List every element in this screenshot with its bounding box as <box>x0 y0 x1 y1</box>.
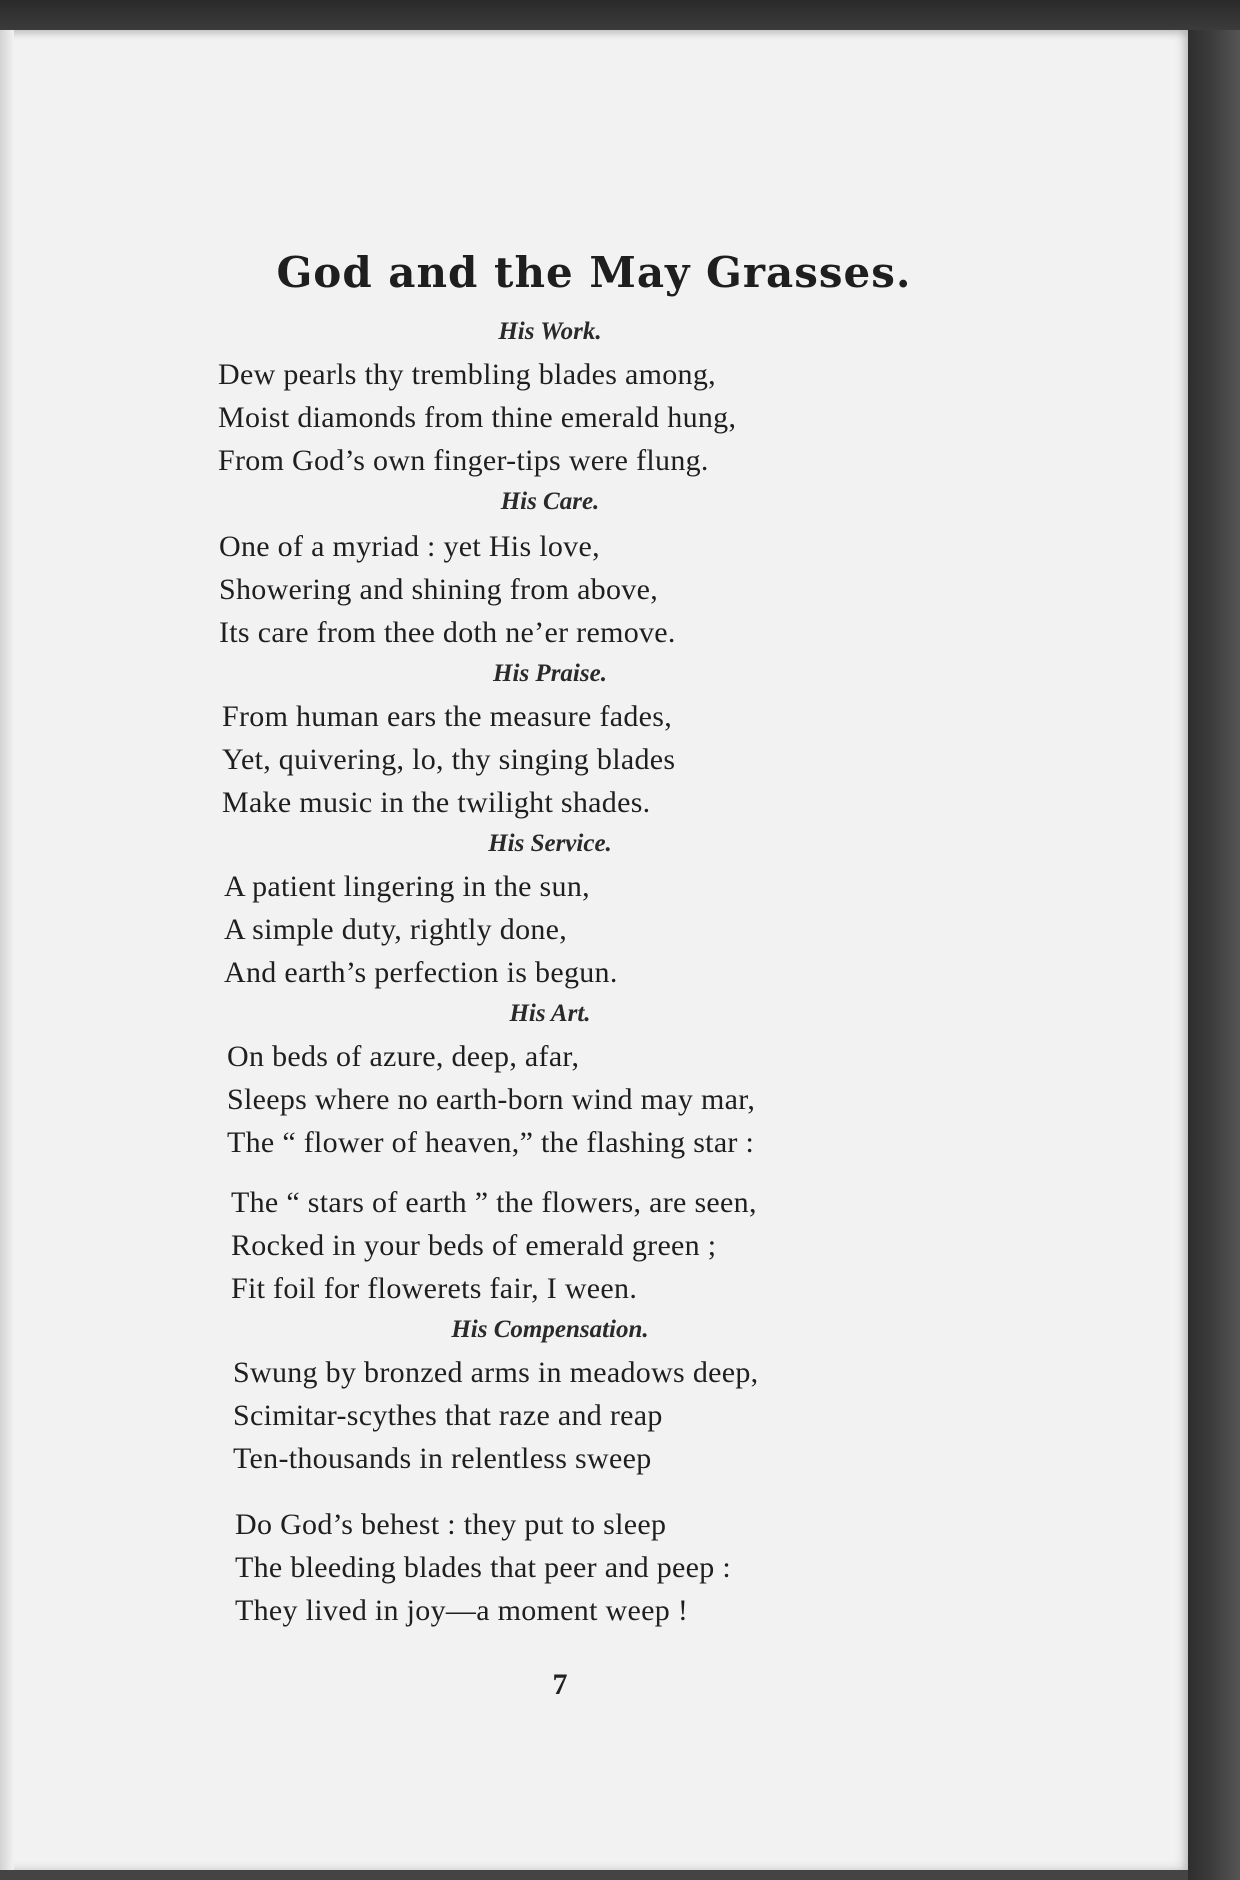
poem-line: Dew pearls thy trembling blades among, <box>218 358 716 391</box>
poem-line: Scimitar-scythes that raze and reap <box>233 1399 663 1432</box>
poem-line: Swung by bronzed arms in meadows deep, <box>233 1356 759 1389</box>
poem-line: Yet, quivering, lo, thy singing blades <box>222 743 676 776</box>
poem-line: Do God’s behest : they put to sleep <box>235 1508 667 1541</box>
poem-line: Moist diamonds from thine emerald hung, <box>218 401 737 434</box>
poem-title: God and the May Grasses. <box>276 248 912 297</box>
poem-line: And earth’s perfection is begun. <box>224 956 618 989</box>
poem-line: From God’s own finger-tips were flung. <box>218 444 709 477</box>
section-heading: His Art. <box>509 1000 591 1027</box>
page-number: 7 <box>552 1668 568 1701</box>
poem-line: On beds of azure, deep, afar, <box>227 1040 580 1073</box>
section-heading: His Compensation. <box>451 1316 649 1343</box>
section-heading: His Praise. <box>493 660 607 687</box>
poem-line: From human ears the measure fades, <box>222 700 673 733</box>
poem-line: The bleeding blades that peer and peep : <box>235 1551 731 1584</box>
poem-line: Sleeps where no earth-born wind may mar, <box>227 1083 756 1116</box>
poem-line: Its care from thee doth ne’er remove. <box>219 616 676 649</box>
poem-line: One of a myriad : yet His love, <box>219 530 600 563</box>
section-heading: His Care. <box>500 488 600 515</box>
poem-line: The “ flower of heaven,” the flashing star : <box>227 1126 755 1159</box>
poem-line: The “ stars of earth ” the flowers, are seen, <box>231 1186 757 1219</box>
poem-line: They lived in joy—a moment weep ! <box>235 1594 689 1627</box>
poem-line: Showering and shining from above, <box>219 573 658 606</box>
poem-line: A patient lingering in the sun, <box>224 870 590 903</box>
poem-line: Ten-thousands in relentless sweep <box>233 1442 652 1475</box>
poem-line: Make music in the twilight shades. <box>222 786 651 819</box>
section-heading: His Work. <box>498 318 602 345</box>
book-edge <box>1188 30 1240 1880</box>
poem-line: A simple duty, rightly done, <box>224 913 568 946</box>
poem-line: Fit foil for flowerets fair, I ween. <box>231 1272 638 1305</box>
section-heading: His Service. <box>488 830 612 857</box>
poem-line: Rocked in your beds of emerald green ; <box>231 1229 717 1262</box>
book-page <box>0 30 1188 1870</box>
